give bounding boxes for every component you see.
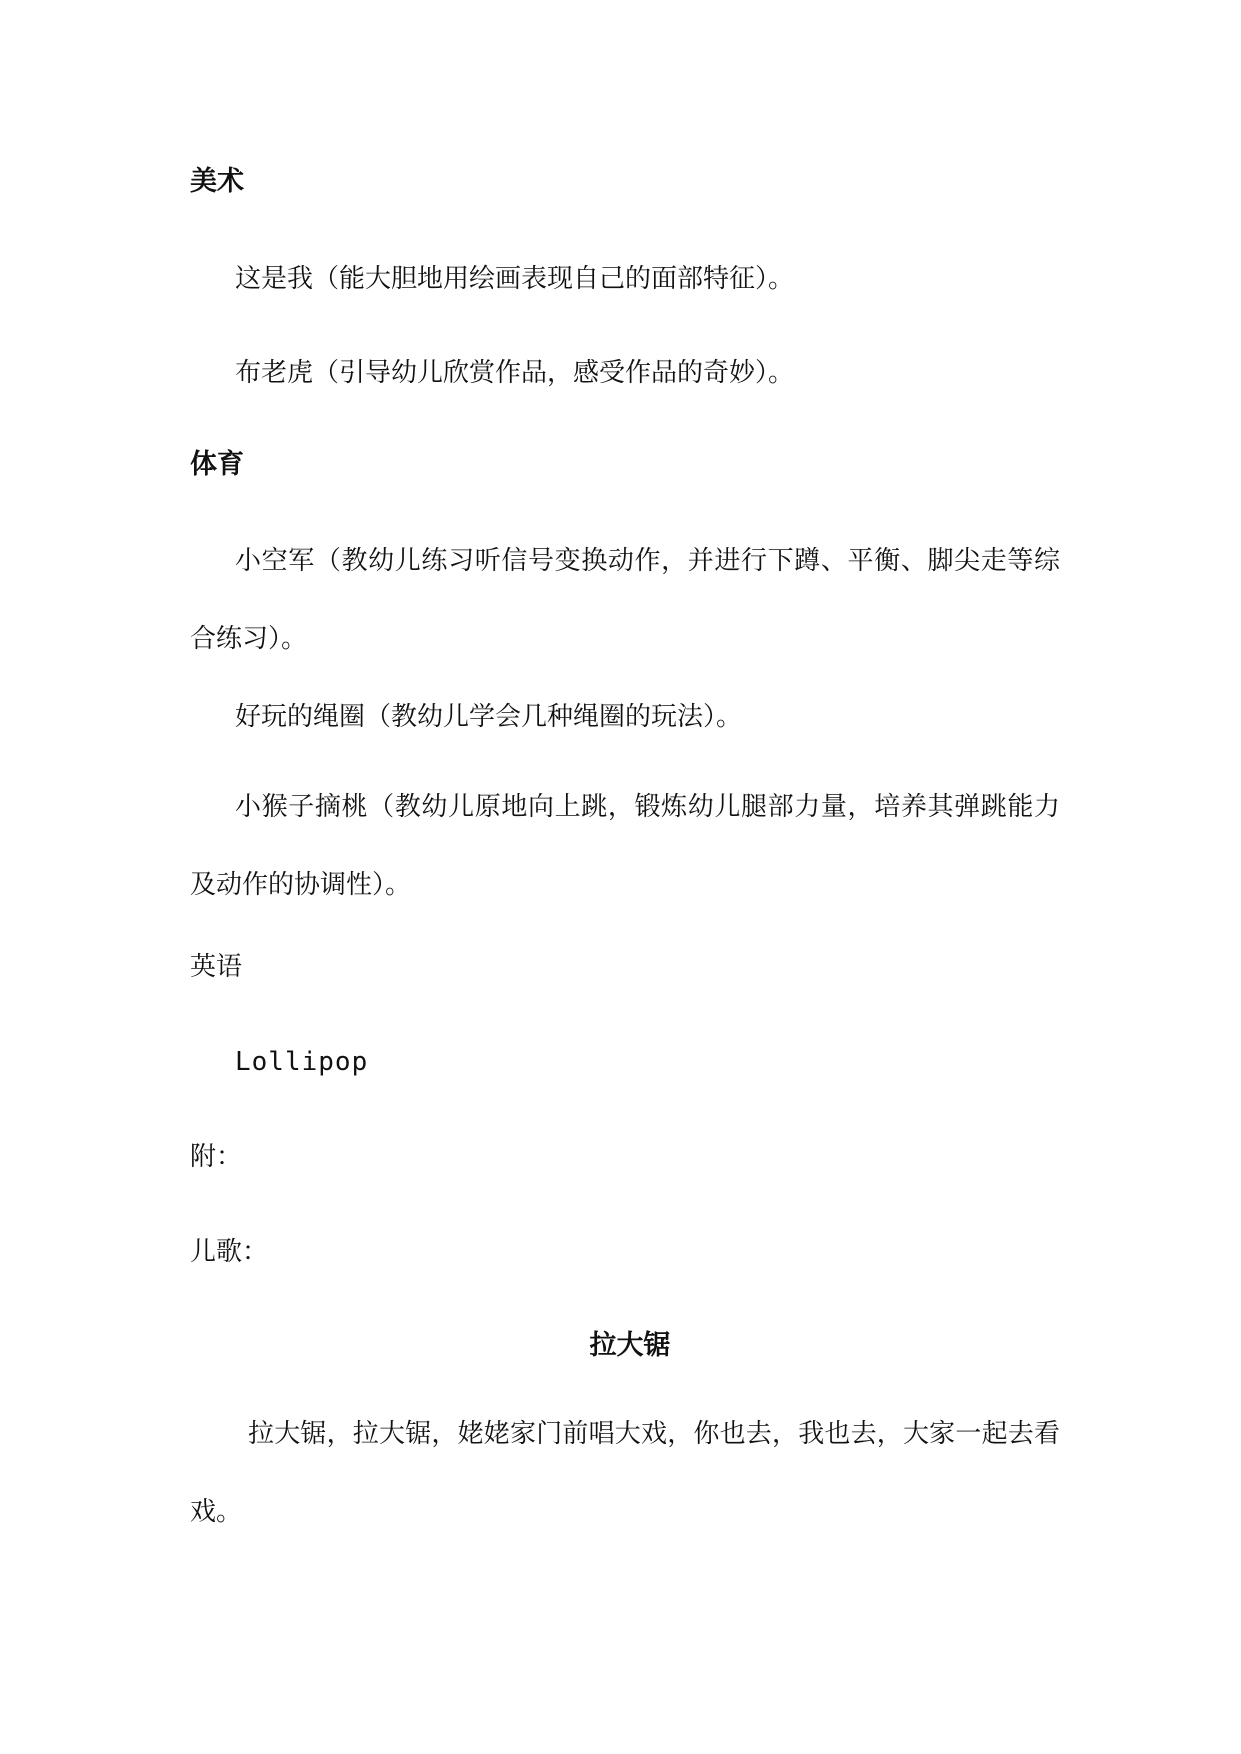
art-heading: 美术	[190, 166, 244, 197]
pe-item-1: 小空军（教幼儿练习听信号变换动作，并进行下蹲、平衡、脚尖走等综合练习）。	[190, 546, 1060, 654]
pe-item-2: 好玩的绳圈（教幼儿学会几种绳圈的玩法）。	[235, 702, 743, 732]
appendix-label: 附：	[190, 1142, 243, 1172]
english-heading: 英语	[190, 952, 243, 982]
song-lyrics: 拉大锯，拉大锯，姥姥家门前唱大戏，你也去，我也去，大家一起去看戏。	[190, 1419, 1060, 1527]
art-item-1: 这是我（能大胆地用绘画表现自己的面部特征）。	[235, 264, 795, 294]
pe-item-3: 小猴子摘桃（教幼儿原地向上跳，锻炼幼儿腿部力量，培养其弹跳能力及动作的协调性）。	[190, 792, 1060, 900]
song-title: 拉大锯	[589, 1330, 671, 1361]
art-item-2: 布老虎（引导幼儿欣赏作品，感受作品的奇妙）。	[235, 358, 795, 388]
pe-heading: 体育	[190, 449, 244, 480]
song-label: 儿歌：	[190, 1237, 269, 1267]
english-item: Lollipop	[235, 1047, 369, 1077]
